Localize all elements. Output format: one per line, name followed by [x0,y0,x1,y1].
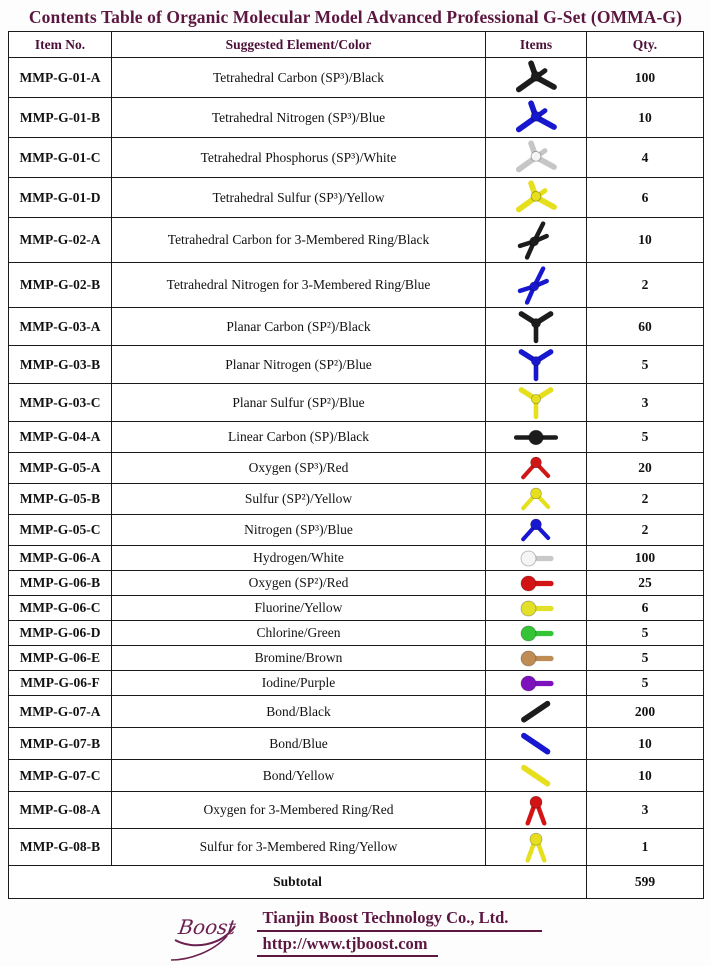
item-no-cell: MMP-G-01-A [9,58,112,98]
element-desc-cell: Linear Carbon (SP)/Black [112,422,486,453]
element-desc-cell: Oxygen (SP²)/Red [112,571,486,596]
table-row [9,571,704,596]
item-no-cell: MMP-G-03-C [9,384,112,422]
item-image-cell [486,58,587,98]
website-url[interactable]: http://www.tjboost.com [257,933,438,957]
qty-cell: 5 [587,422,704,453]
qty-cell: 5 [587,346,704,384]
header-row [9,32,704,58]
ballstub-icon [504,548,568,569]
contents-table [8,31,704,899]
item-no-cell: MMP-G-07-A [9,696,112,728]
qty-cell: 1 [587,829,704,866]
table-row [9,138,704,178]
qty-cell: 10 [587,728,704,760]
item-image-cell [486,696,587,728]
qty-cell: 5 [587,621,704,646]
ballstub-icon [504,598,568,619]
item-no-cell: MMP-G-04-A [9,422,112,453]
element-desc-cell: Bond/Blue [112,728,486,760]
element-desc-cell: Nitrogen (SP³)/Blue [112,515,486,546]
element-desc-cell: Tetrahedral Nitrogen for 3-Membered Ring/Blue [112,263,486,308]
table-row [9,596,704,621]
element-desc-cell: Iodine/Purple [112,671,486,696]
planar-icon [504,386,568,420]
item-image-cell [486,384,587,422]
table-row [9,98,704,138]
tetra3-icon [504,220,568,261]
item-image-cell [486,621,587,646]
element-desc-cell: Tetrahedral Sulfur (SP³)/Yellow [112,178,486,218]
item-no-cell: MMP-G-01-D [9,178,112,218]
boost-logo-text: Boost [176,915,237,939]
item-no-cell: MMP-G-06-F [9,671,112,696]
element-desc-cell: Tetrahedral Carbon for 3-Membered Ring/Black [112,218,486,263]
col-header-item-no: Item No. [9,32,112,58]
item-no-cell: MMP-G-07-B [9,728,112,760]
boost-logo-icon [169,910,247,966]
subtotal-qty: 599 [587,866,704,899]
qty-cell: 5 [587,646,704,671]
linear-icon [504,424,568,451]
item-no-cell: MMP-G-08-B [9,829,112,866]
item-no-cell: MMP-G-02-B [9,263,112,308]
table-row [9,263,704,308]
item-image-cell [486,571,587,596]
planar-icon [504,348,568,382]
table-row [9,792,704,829]
item-image-cell [486,263,587,308]
tetra3-icon [504,265,568,306]
item-no-cell: MMP-G-06-D [9,621,112,646]
item-no-cell: MMP-G-03-B [9,346,112,384]
qty-cell: 60 [587,308,704,346]
qty-cell: 2 [587,484,704,515]
table-row [9,422,704,453]
table-row [9,728,704,760]
item-image-cell [486,829,587,866]
table-row [9,671,704,696]
footer [0,908,711,966]
twoprong-icon [504,486,568,513]
ballstub-icon [504,573,568,594]
ringprong-icon [504,794,568,827]
element-desc-cell: Bond/Black [112,696,486,728]
qty-cell: 6 [587,178,704,218]
item-image-cell [486,646,587,671]
item-no-cell: MMP-G-05-A [9,453,112,484]
footer-text [257,908,543,957]
qty-cell: 10 [587,760,704,792]
subtotal-row [9,866,704,899]
qty-cell: 3 [587,792,704,829]
item-no-cell: MMP-G-05-B [9,484,112,515]
item-image-cell [486,308,587,346]
item-image-cell [486,546,587,571]
item-no-cell: MMP-G-03-A [9,308,112,346]
element-desc-cell: Oxygen (SP³)/Red [112,453,486,484]
col-header-element-color: Suggested Element/Color [112,32,486,58]
table-row [9,58,704,98]
item-image-cell [486,346,587,384]
item-image-cell [486,515,587,546]
item-image-cell [486,760,587,792]
tetra-icon [504,140,568,176]
item-image-cell [486,178,587,218]
item-image-cell [486,422,587,453]
col-header-qty: Qty. [587,32,704,58]
item-image-cell [486,138,587,178]
item-image-cell [486,453,587,484]
table-row [9,760,704,792]
qty-cell: 6 [587,596,704,621]
element-desc-cell: Planar Nitrogen (SP²)/Blue [112,346,486,384]
item-no-cell: MMP-G-02-A [9,218,112,263]
element-desc-cell: Bromine/Brown [112,646,486,671]
page-title: Contents Table of Organic Molecular Model Advanced Professional G-Set (OMMA-G) [28,7,683,27]
table-row [9,829,704,866]
item-image-cell [486,218,587,263]
ballstub-icon [504,648,568,669]
subtotal-label: Subtotal [9,866,587,899]
table-row [9,515,704,546]
table-row [9,646,704,671]
ballstub-icon [504,623,568,644]
tetra-icon [504,100,568,136]
bond-up-icon [504,698,568,726]
qty-cell: 200 [587,696,704,728]
element-desc-cell: Oxygen for 3-Membered Ring/Red [112,792,486,829]
item-image-cell [486,728,587,760]
item-image-cell [486,792,587,829]
bond-down-icon [504,762,568,790]
qty-cell: 5 [587,671,704,696]
tetra-icon [504,60,568,96]
element-desc-cell: Fluorine/Yellow [112,596,486,621]
qty-cell: 10 [587,218,704,263]
table-row [9,484,704,515]
element-desc-cell: Planar Sulfur (SP²)/Blue [112,384,486,422]
table-row [9,546,704,571]
table-row [9,346,704,384]
element-desc-cell: Chlorine/Green [112,621,486,646]
item-image-cell [486,596,587,621]
element-desc-cell: Sulfur (SP²)/Yellow [112,484,486,515]
element-desc-cell: Tetrahedral Phosphorus (SP³)/White [112,138,486,178]
qty-cell: 10 [587,98,704,138]
col-header-items: Items [486,32,587,58]
ballstub-icon [504,673,568,694]
table-row [9,218,704,263]
element-desc-cell: Tetrahedral Nitrogen (SP³)/Blue [112,98,486,138]
table-row [9,453,704,484]
twoprong-icon [504,455,568,482]
table-row [9,384,704,422]
qty-cell: 2 [587,515,704,546]
element-desc-cell: Sulfur for 3-Membered Ring/Yellow [112,829,486,866]
item-no-cell: MMP-G-01-C [9,138,112,178]
ringprong-icon [504,831,568,864]
item-no-cell: MMP-G-01-B [9,98,112,138]
element-desc-cell: Planar Carbon (SP²)/Black [112,308,486,346]
item-no-cell: MMP-G-06-A [9,546,112,571]
item-image-cell [486,484,587,515]
tetra-icon [504,180,568,216]
twoprong-icon [504,517,568,544]
table-row [9,308,704,346]
item-no-cell: MMP-G-06-E [9,646,112,671]
table-row [9,696,704,728]
element-desc-cell: Hydrogen/White [112,546,486,571]
qty-cell: 20 [587,453,704,484]
item-image-cell [486,671,587,696]
item-no-cell: MMP-G-08-A [9,792,112,829]
table-row [9,621,704,646]
table-row [9,178,704,218]
qty-cell: 2 [587,263,704,308]
item-no-cell: MMP-G-06-C [9,596,112,621]
qty-cell: 3 [587,384,704,422]
item-no-cell: MMP-G-05-C [9,515,112,546]
item-no-cell: MMP-G-06-B [9,571,112,596]
qty-cell: 100 [587,546,704,571]
bond-down-icon [504,730,568,758]
qty-cell: 4 [587,138,704,178]
item-no-cell: MMP-G-07-C [9,760,112,792]
element-desc-cell: Bond/Yellow [112,760,486,792]
element-desc-cell: Tetrahedral Carbon (SP³)/Black [112,58,486,98]
qty-cell: 100 [587,58,704,98]
planar-icon [504,310,568,344]
qty-cell: 25 [587,571,704,596]
item-image-cell [486,98,587,138]
company-name: Tianjin Boost Technology Co., Ltd. [257,908,543,932]
